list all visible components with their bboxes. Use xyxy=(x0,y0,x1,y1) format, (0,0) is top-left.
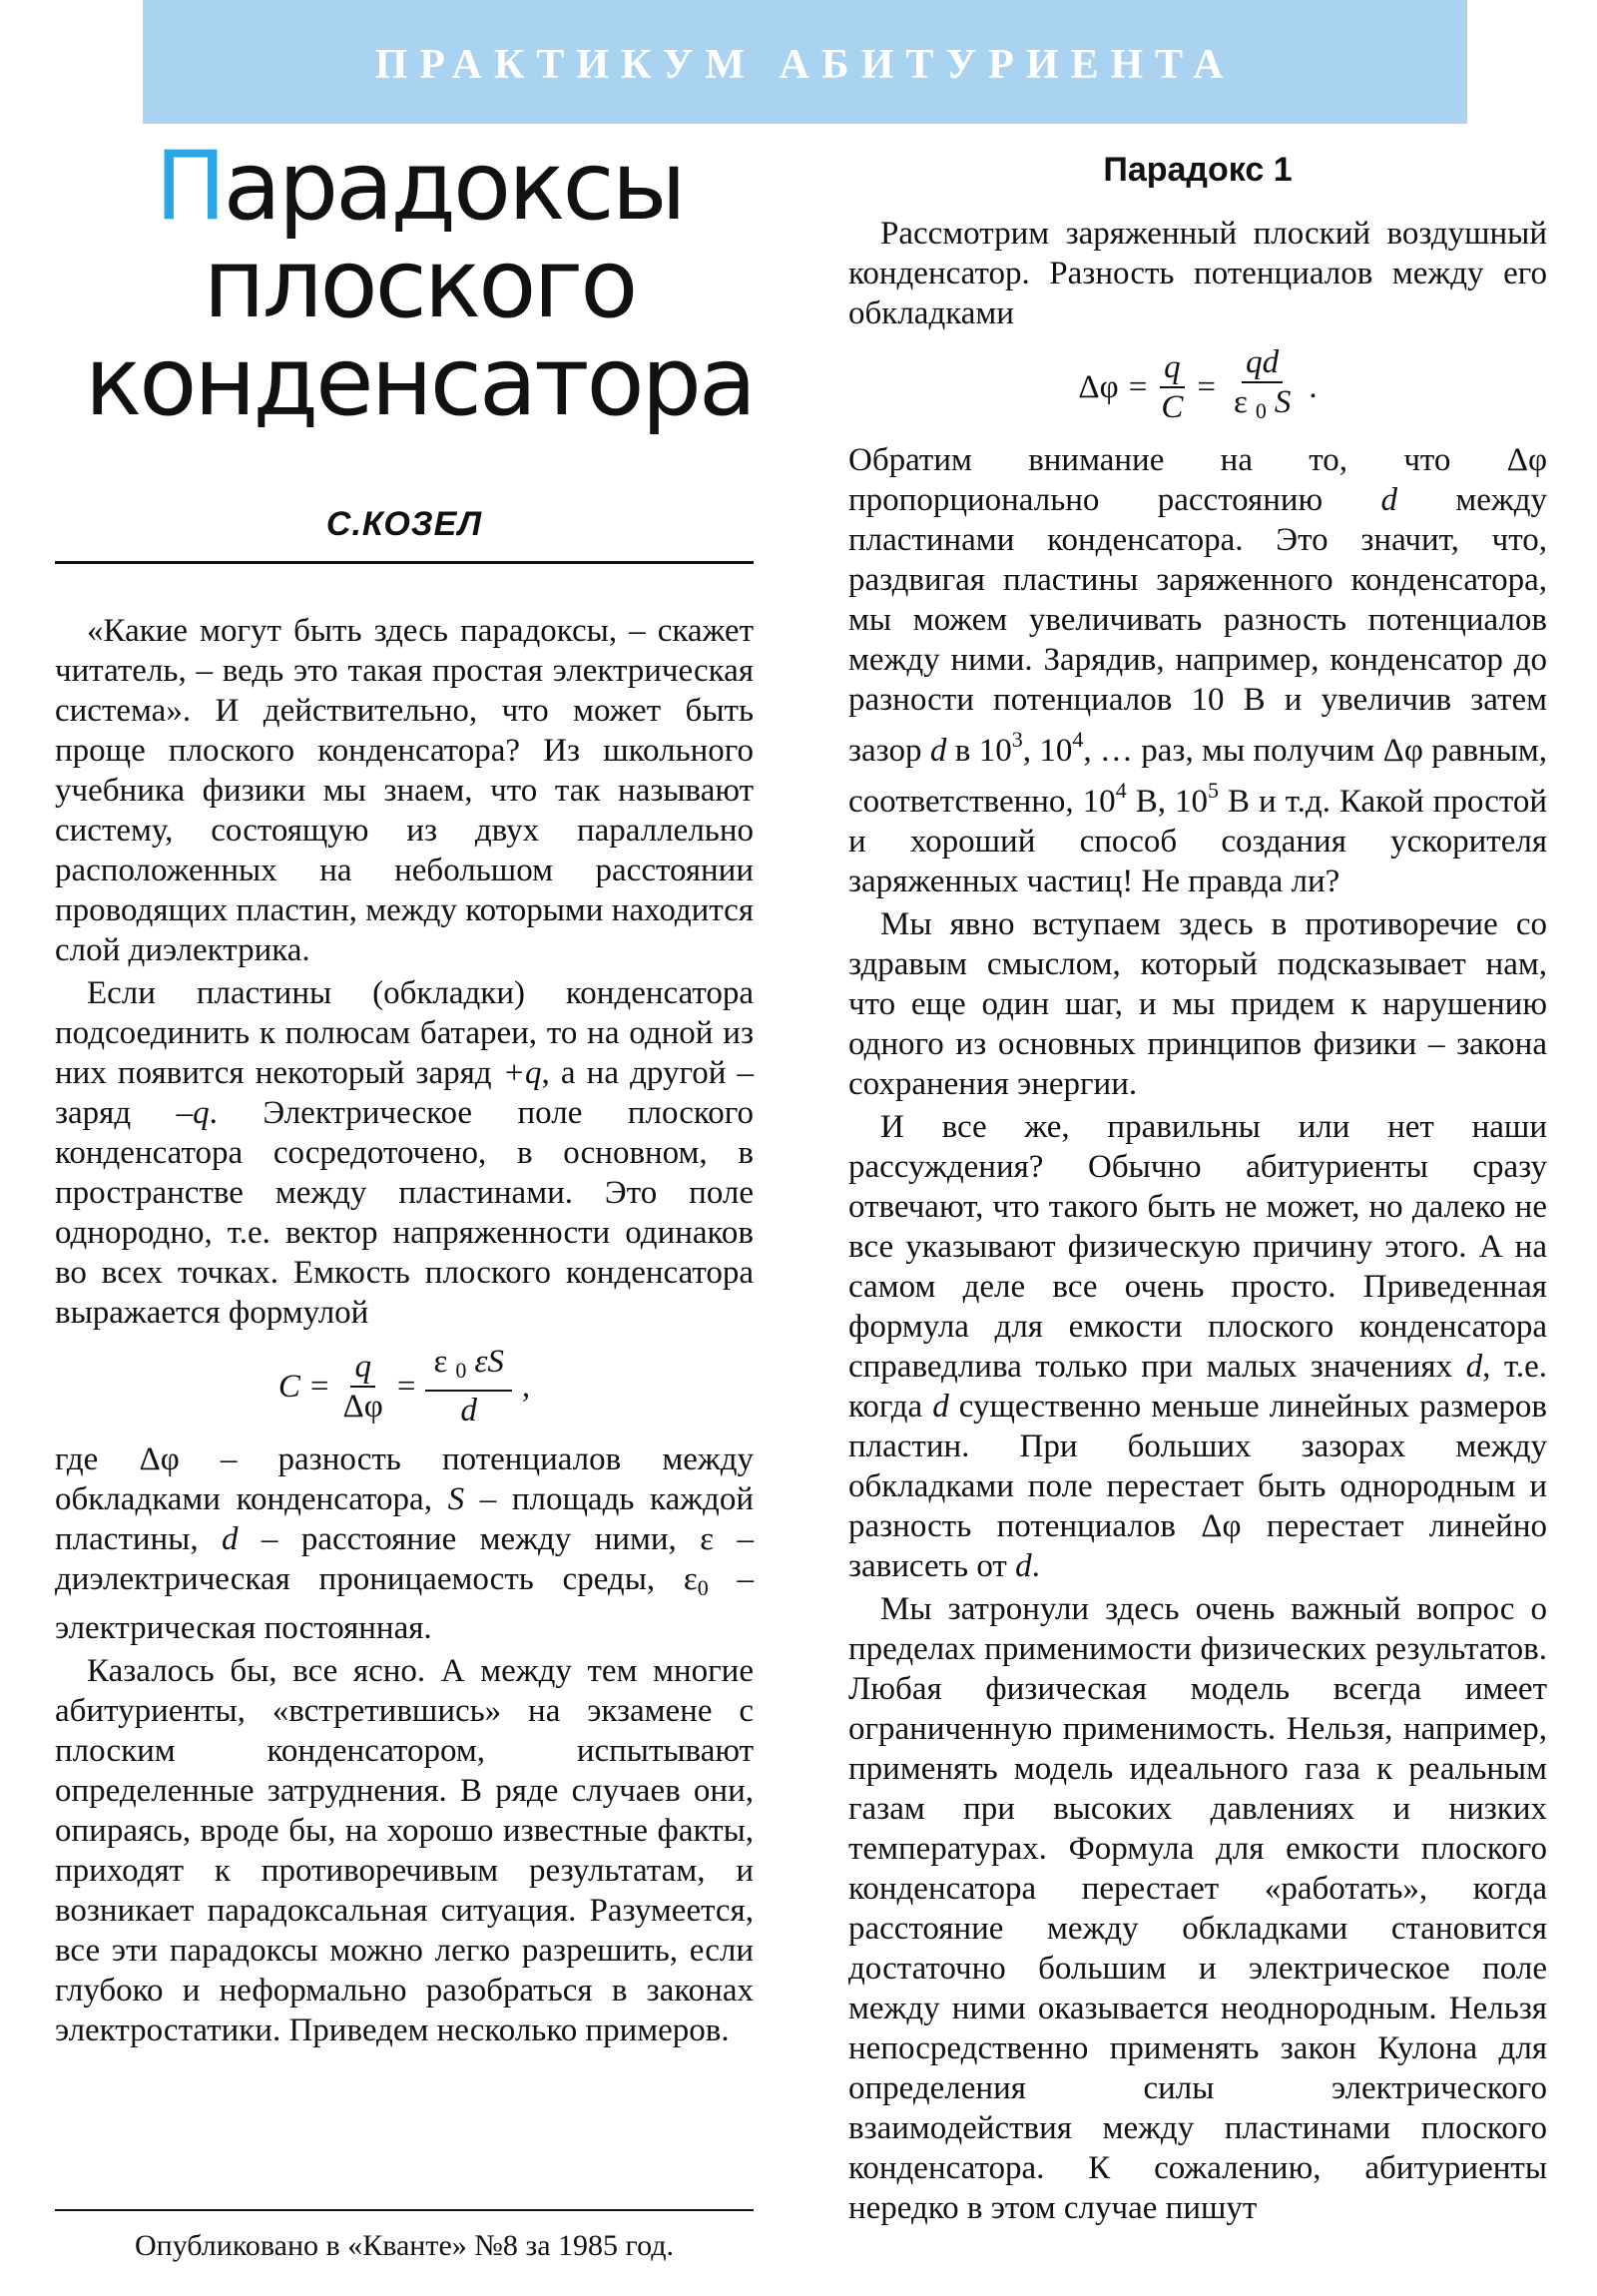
author-divider xyxy=(55,561,754,564)
footnote-divider xyxy=(55,2209,754,2211)
fraction-q-over-dphi: $\frac{q}{\Delta\varphi}$ xyxy=(342,1348,383,1425)
section-banner xyxy=(143,0,1467,124)
title-line2: плоского xyxy=(203,230,636,339)
right-paragraph-4: И все же, правильны или нет наши рассуждения? Обычно абитуриенты сразу отвечают, что такого быть не может, но далеко не все указывают физическую причину этого. А на самом деле все очень просто. Приведенная формула для емкости плоского конденсатора справедлива только при малых значениях d, т.е. когда d существенно меньше линейных размеров пластин. При больших зазорах между обкладками поле перестает быть однородным и разность потенциалов Δφ перестает линейно зависеть от d. xyxy=(848,1109,1548,1584)
right-paragraph-3: Мы явно вступаем здесь в противоречие со здравым смыслом, который подсказывает нам, что еще один шаг, и мы придем к нарушению одного из основных принципов физики – закона сохранения энергии. xyxy=(848,906,1547,1102)
author-name: С.КОЗЕЛ xyxy=(325,505,483,543)
fraction-q-over-c: $\frac{q}{C}$ xyxy=(1161,348,1184,425)
fraction-qd-over-eps0-s: $\frac{qd}{\varepsilon _0 S}$ xyxy=(1233,344,1292,423)
fraction-eps0-eps-s-over-d: $\frac{\varepsilon _0 \varepsilon S}{d}$ xyxy=(425,1345,511,1428)
potential-difference-formula: Δφ = $\frac{q}{C}$ = $\frac{qd}{\varepsilon _0 S}$ . xyxy=(848,345,1547,428)
banner-text: ПРАКТИКУМ АБИТУРИЕНТА xyxy=(374,42,1236,88)
left-column xyxy=(55,611,754,2050)
section-heading: Парадокс 1 xyxy=(1103,151,1293,189)
left-paragraph-3: где Δφ – разность потенциалов между обкладками конденсатора, S – площадь каждой пластины, d – расстояние между ними, ε – диэлектрическая проницаемость среды, $\varepsilon_0$ – электрическая постоянная. xyxy=(55,1441,754,1646)
right-paragraph-5: Мы затронули здесь очень важный вопрос о пределах применимости физических результатов. Любая физическая модель всегда имеет ограниченную применимость. Нельзя, например, применять модель идеального газа к реальным газам при высоких давлениях и низких температурах. Формула для емкости плоского конденсатора перестает «работать», когда расстояние между обкладками становится достаточно большим и электрическое поле между ними оказывается неоднородным. Нельзя непосредственно применять закон Кулона для определения силы электрического взаимодействия между пластинами плоского конденсатора. К сожалению, абитуриенты нередко в этом случае пишут xyxy=(848,1591,1547,2226)
title-initial: П xyxy=(155,132,224,242)
title-line3: конденсатора xyxy=(84,327,755,437)
right-column xyxy=(848,150,1547,2228)
article-title xyxy=(80,132,759,437)
footnote: Опубликовано в «Кванте» №8 за 1985 год. xyxy=(134,2229,675,2262)
right-paragraph-2: Обратим внимание на то, что Δφ пропорционально расстоянию d между пластинами конденсатора. Это значит, что, раздвигая пластины заряженного конденсатора, мы можем увеличивать разность потенциалов между ними. Зарядив, например, конденсатор до разности потенциалов 10 В и увеличив затем зазор d в $10^3$, $10^4$, … раз, мы получим Δφ равным, соответственно, $10^4$ В, $10^5$ В и т.д. Какой простой и хороший способ создания ускорителя заряженных частиц! Не правда ли? xyxy=(848,442,1548,899)
title-line1-rest: арадоксы xyxy=(223,132,684,242)
capacitance-formula: C = $\frac{q}{\Delta\varphi}$ = $\frac{\varepsilon _0 \varepsilon S}{d}$ , xyxy=(277,1344,531,1429)
left-paragraph-1: «Какие могут быть здесь парадоксы, – скажет читатель, – ведь это такая простая электрическая система». И действительно, что может быть проще плоского конденсатора? Из школьного учебника физики мы знаем, что так называют систему, состоящую из двух параллельно расположенных на небольшом расстоянии проводящих пластин, между которыми находится слой диэлектрика. xyxy=(55,613,754,968)
left-paragraph-2: Если пластины (обкладки) конденсатора подсоединить к полюсам батареи, то на одной из них появится некоторый заряд +q, а на другой – заряд –q. Электрическое поле плоского конденсатора сосредоточено, в основном, в пространстве между пластинами. Это поле однородно, т.е. вектор напряженности одинаков во всех точках. Емкость плоского конденсатора выражается формулой xyxy=(55,975,754,1331)
left-paragraph-4: Казалось бы, все ясно. А между тем многие абитуриенты, «встретившись» на экзамене с плоским конденсатором, испытывают определенные затруднения. В ряде случаев они, опираясь, вроде бы, на хорошо известные факты, приходят к противоречивым результатам, и возникает парадоксальная ситуация. Разумеется, все эти парадоксы можно легко разрешить, если глубоко и неформально разобраться в законах электростатики. Приведем несколько примеров. xyxy=(55,1653,754,2048)
right-paragraph-1: Рассмотрим заряженный плоский воздушный конденсатор. Разность потенциалов между его обкладками xyxy=(848,216,1547,331)
